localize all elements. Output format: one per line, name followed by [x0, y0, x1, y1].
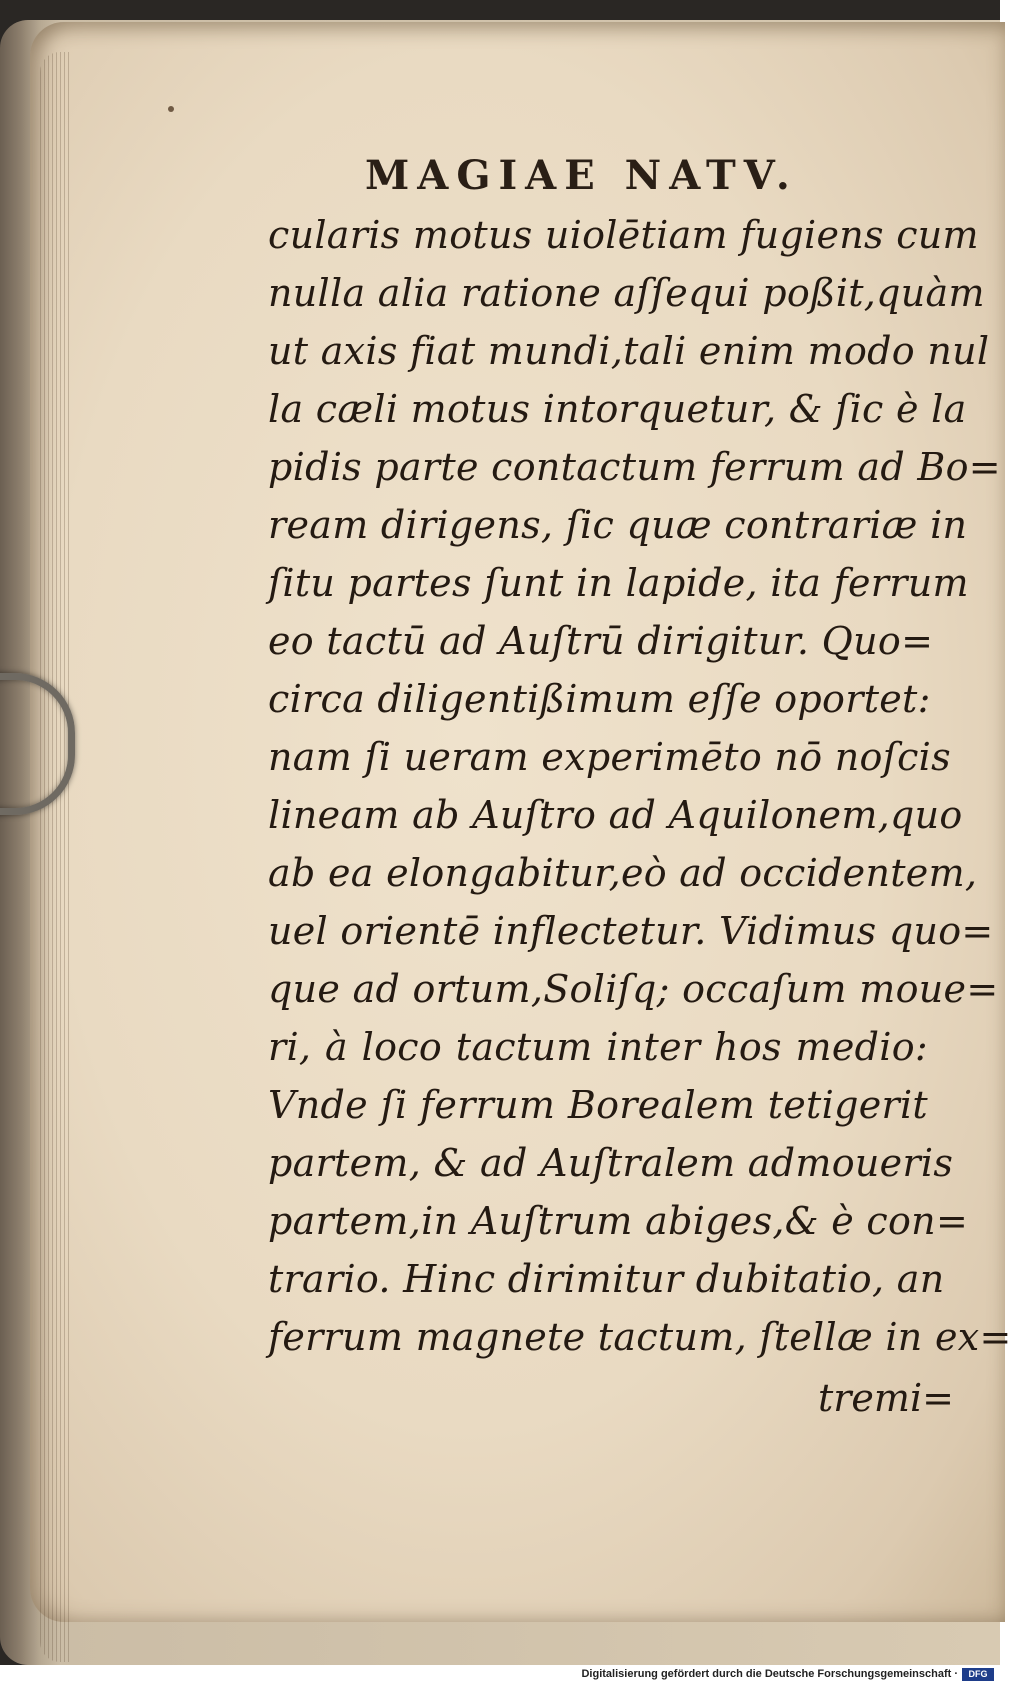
text-line: nam ſi ueram experimēto nō noſcis: [268, 735, 951, 779]
running-header: MAGIAE NATV.: [365, 152, 798, 199]
text-line: partem, & ad Auſtralem admoueris: [268, 1141, 954, 1185]
paper-speck: [168, 106, 174, 112]
text-line: circa diligentißimum eſſe oportet:: [268, 677, 931, 721]
page-edges: [40, 52, 70, 1662]
text-line: uel orientē inflectetur. Vidimus quo=: [268, 909, 994, 953]
text-line: Vnde ſi ferrum Borealem tetigerit: [268, 1083, 928, 1127]
footer-bar: [0, 1665, 1000, 1685]
text-line: trario. Hinc dirimitur dubitatio, an: [268, 1257, 945, 1301]
text-line: ut axis fiat mundi,tali enim modo nul: [268, 329, 990, 373]
dfg-logo-icon: DFG: [962, 1668, 994, 1681]
text-line: eo tactū ad Auſtrū dirigitur. Quo=: [268, 619, 934, 663]
text-line: ab ea elongabitur,eò ad occidentem,: [268, 851, 978, 895]
text-line: ferrum magnete tactum, ſtellæ in ex=: [268, 1315, 1012, 1359]
text-block: [268, 206, 1012, 1366]
text-line: ſitu partes ſunt in lapide, ita ferrum: [268, 561, 969, 605]
text-line: pidis parte contactum ferrum ad Bo=: [268, 445, 1001, 489]
text-line: ream dirigens, ſic quæ contrariæ in: [268, 503, 968, 547]
text-line: la cæli motus intorquetur, & ſic è la: [268, 387, 967, 431]
text-line: cularis motus uiolētiam fugiens cum: [268, 213, 979, 257]
footer-credit: Digitalisierung gefördert durch die Deutsche Forschungsgemeinschaft ·: [581, 1668, 958, 1680]
text-line: nulla alia ratione aſſequi poßit,quàm: [268, 271, 985, 315]
text-line: ri, à loco tactum inter hos medio:: [268, 1025, 928, 1069]
text-line: que ad ortum,Soliſq; occaſum moue=: [268, 967, 999, 1011]
text-line: lineam ab Auſtro ad Aquilonem,quo: [268, 793, 963, 837]
text-line: partem,in Auſtrum abiges,& è con=: [268, 1199, 969, 1243]
catchword: tremi=: [818, 1376, 954, 1420]
